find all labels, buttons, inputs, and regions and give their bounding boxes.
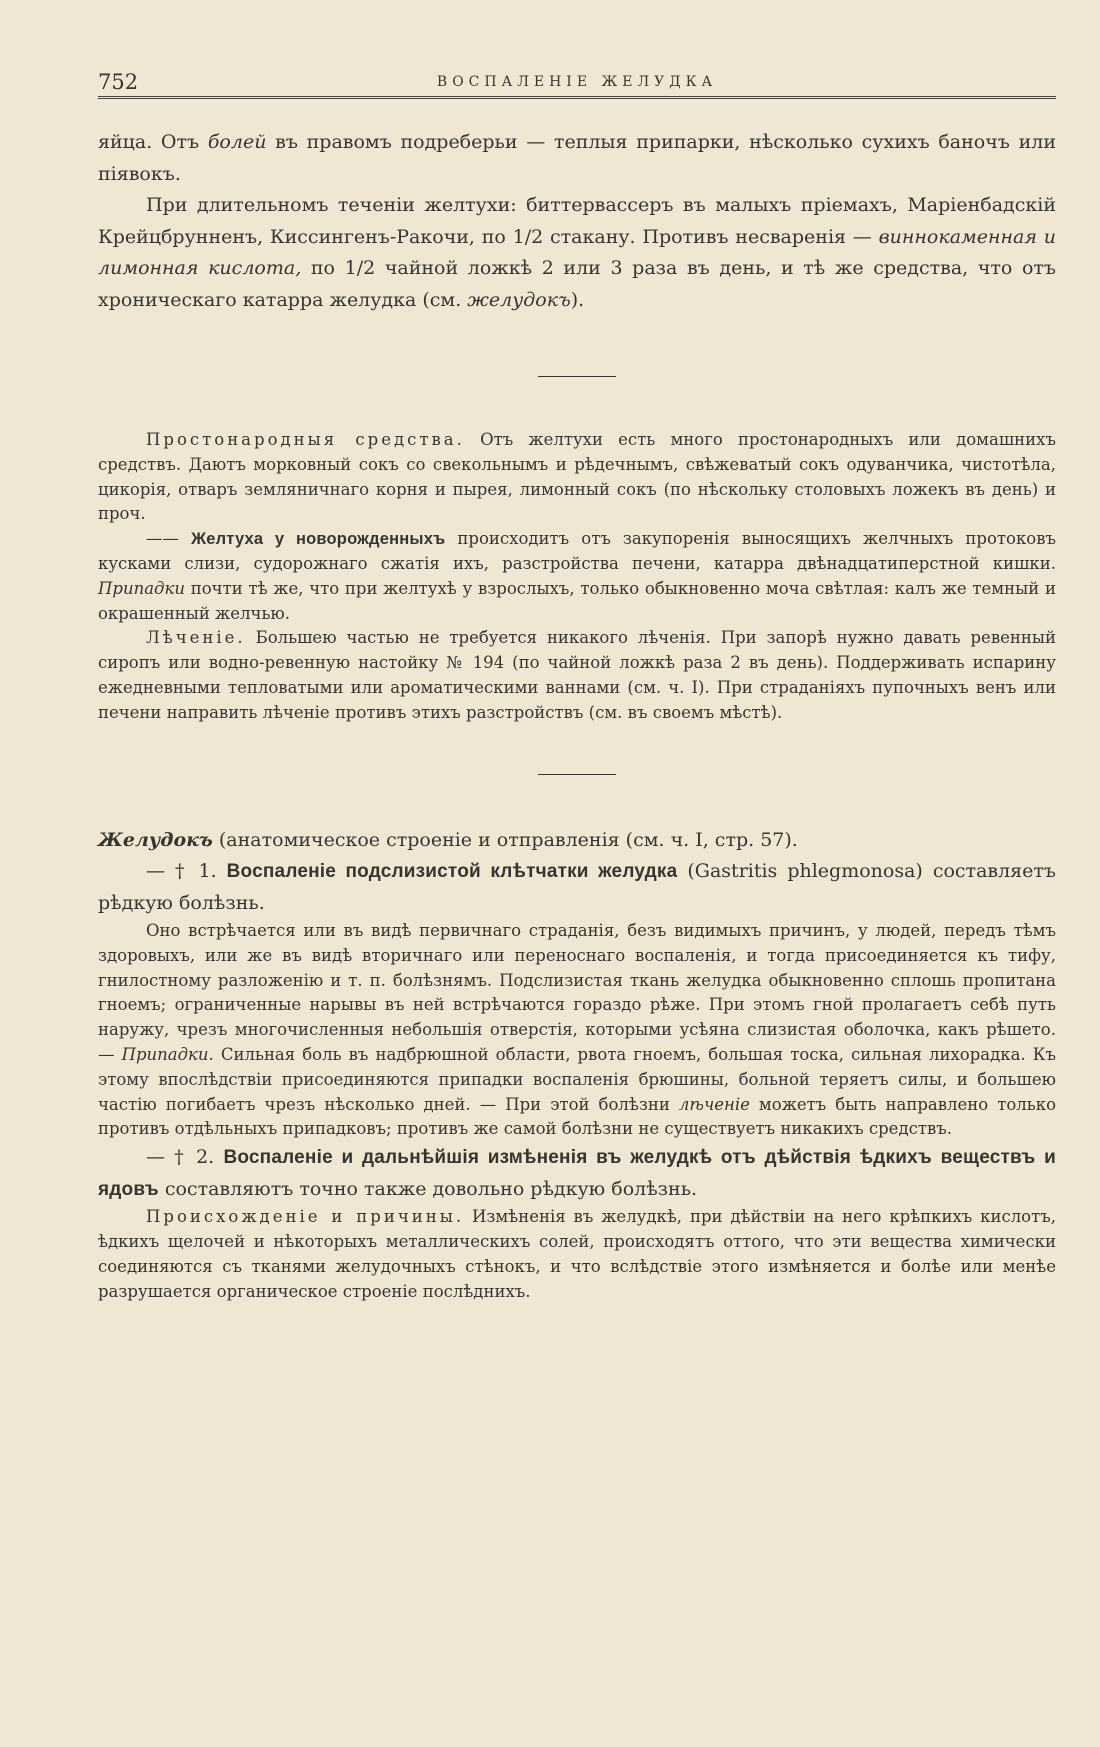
text-run: Большею частью не требуется никакого лѣченія. При запорѣ нужно давать ревенный сиропъ или водно-ревенную настойку № 194 (по чайной ложкѣ раза 2 въ день). Поддерживать испарину ежедневными тепловатыми или ароматическими ваннами (см. ч. I). При страданіяхъ пупочныхъ венъ или печени направить лѣченіе противъ этихъ разстройствъ (см. въ своемъ мѣстѣ).	[98, 628, 1056, 722]
text-run: Отъ желтухи есть много простонародныхъ или домашнихъ средствъ. Даютъ морковный сокъ со свекольнымъ и рѣдечнымъ, свѣжеватый сокъ одуванчика, чистотѣла, цикорія, отваръ земляничнаго корня и пырея, лимонный сокъ (по нѣскольку столовыхъ ложекъ въ день) и проч.	[98, 430, 1056, 524]
run-in-heading: Лѣченіе.	[146, 628, 246, 648]
text-run: можетъ быть направлено только противъ отдѣльныхъ припадковъ; противъ же самой болѣзни не существуетъ никакихъ средствъ.	[98, 1094, 1057, 1139]
italic-term: виннокаменная и лимонная кислота,	[98, 225, 1056, 279]
subheading-bold: Воспаленіе подслизистой клѣтчатки желудка	[226, 861, 678, 883]
italic-term: Припадки	[98, 578, 185, 598]
text-run: въ правомъ подреберьи — теплыя припарки, нѣсколько сухихъ баночъ или піявокъ.	[98, 131, 1056, 185]
text-run: чайной ложкѣ 2 или 3 раза въ день, и тѣ же средства, что отъ хроническаго катарра желудка (см.	[98, 257, 1057, 311]
paragraph	[98, 626, 1056, 725]
subheading	[98, 856, 1056, 919]
section-title	[98, 825, 1056, 857]
entry-word: Желудокъ	[98, 828, 213, 851]
folk-remedies-section	[98, 428, 1056, 726]
run-in-heading: Происхожденіе и причины.	[146, 1207, 465, 1227]
text-run: Сильная боль въ надбрюшной области, рвота гноемъ, большая тоска, сильная лихорадка. Къ этому впослѣдствіи присоединяются припадки воспаленія брюшины, больной теряетъ силы, и большею частію погибаетъ чрезъ нѣсколько дней. — При этой болѣзни	[98, 1045, 1056, 1114]
paragraph	[98, 428, 1056, 527]
italic-term: лѣченіе	[678, 1094, 750, 1114]
paragraph	[98, 1205, 1056, 1304]
text-run: по	[301, 257, 345, 279]
italic-term: болей	[207, 131, 267, 153]
text-run: яйца. Отъ	[98, 131, 208, 153]
running-title: ВОСПАЛЕНІЕ ЖЕЛУДКА	[436, 74, 718, 90]
text-run: почти тѣ же, что при желтухѣ у взрослыхъ, только обыкновенно моча свѣтлая: калъ же темный и окрашенный желчью.	[98, 578, 1056, 623]
text-run: составляютъ точно также довольно рѣдкую болѣзнь.	[158, 1177, 698, 1200]
paragraph	[98, 190, 1056, 316]
text-run: ).	[570, 288, 585, 311]
paragraph	[98, 127, 1056, 190]
fraction: 1/2	[512, 225, 544, 248]
paragraph	[98, 919, 1056, 1142]
stomach-section	[98, 825, 1056, 1305]
text-run: происходитъ отъ закупоренія выносящихъ желчныхъ протоковъ кусками слизи, судорожнаго сжатія ихъ, разстройства печени, катарра двѣнадцатиперстной кишки.	[98, 529, 1056, 573]
italic-term: Припадки.	[121, 1045, 214, 1065]
run-in-heading: Простонародныя средства.	[146, 430, 465, 449]
dash: ——	[146, 529, 192, 549]
running-head	[98, 60, 1056, 99]
page-number: 752	[98, 70, 139, 94]
fraction: 1/2	[344, 257, 376, 279]
section-divider	[538, 774, 616, 775]
item-number: — † 2.	[146, 1146, 224, 1169]
text-run: стакану. Противъ несваренія —	[543, 225, 879, 248]
paragraph	[98, 527, 1056, 626]
text-run: Измѣненія въ желудкѣ, при дѣйствіи на него крѣпкихъ кислотъ, ѣдкихъ щелочей и нѣкоторыхъ металлическихъ солей, происходятъ оттого, что эти вещества химически соединяются съ тканями желудочныхъ стѣнокъ, и что вслѣдствіе этого измѣняется и болѣе или менѣе разрушается органическое строеніе послѣднихъ.	[98, 1207, 1056, 1301]
text-run: (анатомическое строеніе и отправленія (см. ч. I, стр. 57).	[212, 828, 798, 851]
text-run: (Gastritis phlegmonosa) составляетъ рѣдкую болѣзнь.	[98, 860, 1056, 914]
section-divider	[538, 376, 616, 377]
subheading	[98, 1142, 1056, 1205]
treatment-continuation	[98, 127, 1056, 316]
cross-reference: желудокъ	[467, 288, 571, 311]
text-run: При длительномъ теченіи желтухи: биттервассеръ въ малыхъ пріемахъ, Маріенбадскій Крейцбрунненъ, Киссингенъ-Ракочи, по	[98, 194, 1056, 248]
book-page	[98, 60, 1056, 1730]
item-number: — † 1.	[146, 860, 227, 883]
run-in-heading: Желтуха у новорожденныхъ	[191, 530, 446, 549]
subheading-bold: Воспаленіе и дальнѣйшія измѣненія въ желудкѣ отъ дѣйствія ѣдкихъ веществъ и ядовъ	[98, 1147, 1056, 1200]
text-run: Оно встрѣчается или въ видѣ первичнаго страданія, безъ видимыхъ причинъ, у людей, передъ тѣмъ здоровыхъ, или же въ видѣ вторичнаго или переноснаго воспаленія, и тогда присоединяется къ тифу, гнилостному разложенію и т. п. болѣзнямъ. Подслизистая ткань желудка обыкновенно сплошь пропитана гноемъ; ограниченные нарывы въ ней встрѣчаются гораздо рѣже. При этомъ гной пролагаетъ себѣ путь наружу, чрезъ многочисленныя небольшія отверстія, которыми усѣяна слизистая оболочка, какъ рѣшето. —	[98, 921, 1056, 1065]
